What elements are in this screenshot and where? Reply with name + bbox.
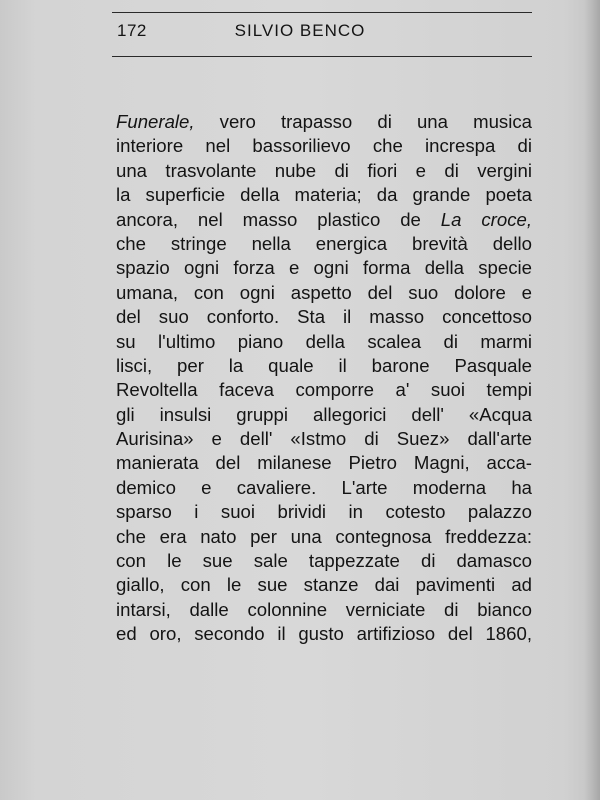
line-text: demico e cavaliere. L'arte moderna ha xyxy=(116,476,532,498)
text-line xyxy=(116,549,532,573)
italic-title-text: La croce, xyxy=(440,208,532,230)
text-line xyxy=(116,622,532,646)
running-head: SILVIO BENCO xyxy=(234,21,366,40)
text-line xyxy=(116,354,532,378)
page-edge-shadow xyxy=(584,0,600,800)
line-text: Aurisina» e dell' «Istmo di Suez» dall'arte xyxy=(116,428,532,450)
line-text: che stringe nella energica brevità dello xyxy=(116,232,532,254)
line-text: con le sue sale tappezzate di damasco xyxy=(116,550,532,572)
text-line xyxy=(116,427,532,451)
text-line xyxy=(116,305,532,329)
header-bottom-rule xyxy=(112,56,532,57)
line-text: una trasvolante nube di fiori e di vergini xyxy=(116,159,532,181)
text-line xyxy=(116,476,532,500)
line-text: manierata del milanese Pietro Magni, acca- xyxy=(116,452,532,474)
line-text: su l'ultimo piano della scalea di marmi xyxy=(116,330,532,352)
text-line xyxy=(116,110,532,134)
text-line xyxy=(116,256,532,280)
page-number: 172 xyxy=(117,21,147,40)
line-text: giallo, con le sue stanze dai pavimenti ad xyxy=(116,574,532,596)
text-line xyxy=(116,525,532,549)
text-line xyxy=(116,232,532,256)
line-text: interiore nel bassorilievo che increspa di xyxy=(116,135,532,157)
text-line xyxy=(116,281,532,305)
italic-title-text: Funerale, xyxy=(116,111,195,132)
text-line xyxy=(116,500,532,524)
line-text: gli insulsi gruppi allegorici dell' «Acqua xyxy=(116,403,532,425)
line-text: ed oro, secondo il gusto artifizioso del 1860, xyxy=(116,623,532,645)
line-text: lisci, per la quale il barone Pasquale xyxy=(116,354,532,376)
line-text: umana, con ogni aspetto del suo dolore e xyxy=(116,281,532,303)
line-text: sparso i suoi brividi in cotesto palazzo xyxy=(116,501,532,523)
line-text: la superficie della materia; da grande poeta xyxy=(116,184,532,206)
text-line xyxy=(116,378,532,402)
line-text: che era nato per una contegnosa freddezza: xyxy=(116,525,532,547)
text-line xyxy=(116,330,532,354)
text-line xyxy=(116,403,532,427)
header-top-rule xyxy=(112,12,532,13)
text-line xyxy=(116,573,532,597)
line-text: spazio ogni forza e ogni forma della specie xyxy=(116,257,532,279)
line-text: intarsi, dalle colonnine verniciate di bianco xyxy=(116,598,532,620)
line-text: Revoltella faceva comporre a' suoi tempi xyxy=(116,379,532,401)
line-text: del suo conforto. Sta il masso concettoso xyxy=(116,306,532,328)
text-line xyxy=(116,451,532,475)
text-line xyxy=(116,208,532,232)
text-line xyxy=(116,598,532,622)
text-line xyxy=(116,134,532,158)
text-line xyxy=(116,159,532,183)
text-line xyxy=(116,183,532,207)
line-text: ancora, nel masso plastico de xyxy=(116,208,441,230)
body-paragraph xyxy=(116,110,532,647)
line-text: vero trapasso di una musica xyxy=(194,111,532,132)
